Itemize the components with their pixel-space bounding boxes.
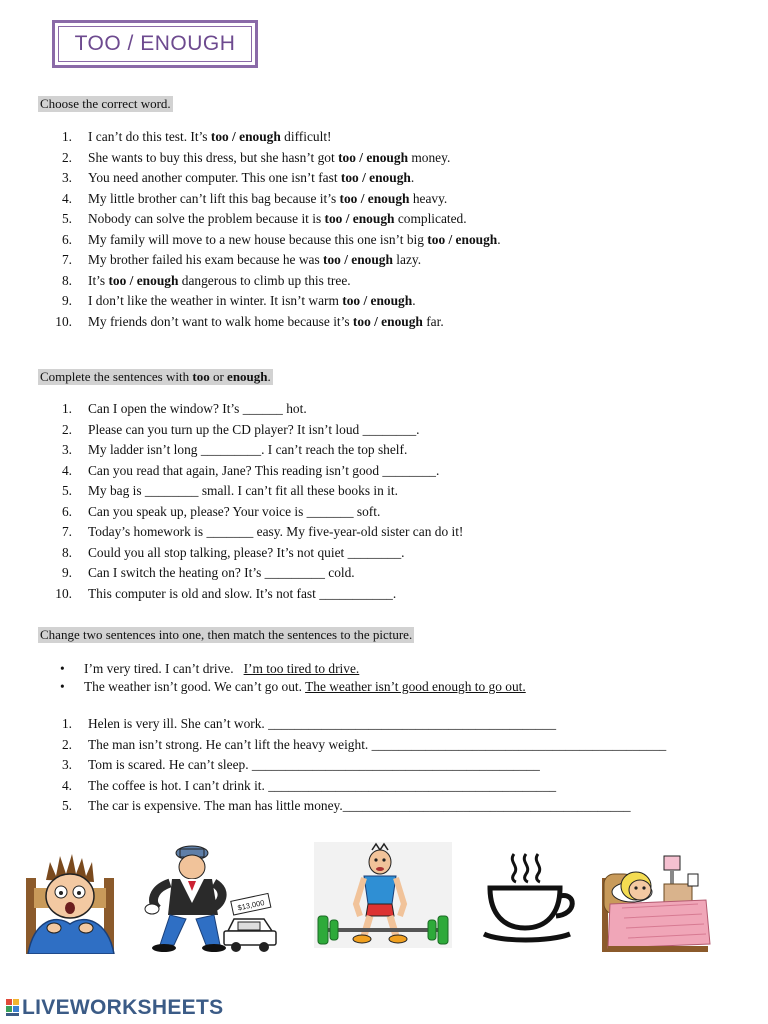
word-choice: too / enough [339, 190, 410, 206]
question-text-start: Nobody can solve the problem because it is [88, 211, 325, 226]
section2-heading-too: too [192, 369, 210, 384]
question-text-end: difficult! [280, 129, 332, 144]
question-text-end: far. [422, 313, 444, 329]
question-number: 6. [61, 503, 72, 519]
question-text-end: heavy. [409, 190, 448, 206]
question-text: Today’s homework is _______ easy. My five-year-old sister can do it! [88, 524, 464, 539]
question-text-start: My little brother can’t lift this bag because it’s [88, 190, 340, 206]
liveworksheets-logo [6, 996, 223, 1020]
example-prompt: I’m very tired. I can’t drive. [84, 661, 234, 676]
question-text: The coffee is hot. I can’t drink it. ___________________________________________ [88, 777, 557, 793]
word-choice: too / enough [210, 129, 281, 144]
question-text-start: My friends don’t want to walk home because it’s [88, 313, 353, 329]
question-number: 10. [55, 313, 72, 329]
example-prompt: The weather isn’t good. We can’t go out. [84, 679, 302, 694]
word-choice: too / enough [340, 170, 411, 185]
section1-heading: Choose the correct word. [40, 96, 171, 111]
section2-heading-part: or [209, 369, 228, 384]
question-number: 3. [61, 757, 72, 772]
question-text: The man isn’t strong. He can’t lift the heavy weight. ____________________________________________ [88, 736, 667, 752]
question-text [88, 189, 447, 209]
question-text: Can I switch the heating on? It’s _________ cold. [88, 565, 355, 580]
section2-heading-part: Complete the sentences with [40, 369, 193, 384]
section2-heading-part: . [267, 369, 271, 384]
sick-girl-in-bed-icon [602, 848, 712, 952]
question-number: 5. [61, 798, 72, 813]
question-number: 3. [61, 170, 72, 185]
question-text-start: It’s [88, 272, 109, 288]
question-text [88, 271, 351, 291]
question-text [88, 148, 450, 168]
question-number: 3. [61, 442, 72, 457]
man-with-empty-pockets-icon [140, 843, 280, 955]
word-choice: too / enough [427, 231, 498, 247]
question-number: 4. [61, 777, 72, 793]
question-text: Helen is very ill. She can’t work. ___________________________________________ [88, 716, 557, 731]
question-text-start: My brother failed his exam because he was [88, 252, 323, 267]
bullet-dot: • [60, 679, 65, 694]
example-answer: The weather isn’t good enough to go out. [305, 679, 526, 694]
bullet-dot: • [60, 661, 65, 676]
question-number: 2. [61, 736, 72, 752]
question-text-end: lazy. [392, 252, 422, 267]
question-text-start: I don’t like the weather in winter. It isn’t warm [88, 293, 343, 308]
scared-boy-in-bed-icon [24, 848, 116, 954]
question-number: 8. [61, 544, 72, 560]
question-number: 8. [61, 272, 72, 288]
coffee-cup-icon [480, 852, 580, 944]
question-text [88, 312, 444, 332]
question-text [88, 209, 467, 229]
weightlifter-icon [314, 842, 452, 948]
question-text-start: I can’t do this test. It’s [88, 129, 211, 144]
question-number: 1. [61, 401, 72, 416]
question-text: The car is expensive. The man has little money.___________________________________________ [88, 798, 631, 813]
question-text-end: complicated. [394, 211, 467, 226]
example-text [84, 660, 359, 678]
word-choice: too / enough [323, 252, 393, 267]
word-choice: too / enough [108, 272, 179, 288]
question-number: 5. [61, 483, 72, 498]
word-choice: too / enough [342, 293, 413, 308]
question-text: Please can you turn up the CD player? It isn’t loud ________. [88, 421, 420, 437]
word-choice: too / enough [352, 313, 423, 329]
question-text-start: My family will move to a new house because this one isn’t big [88, 231, 428, 247]
example-text [84, 678, 526, 696]
question-text: This computer is old and slow. It’s not fast ___________. [88, 585, 397, 601]
question-text-end: . [410, 170, 415, 185]
question-text: My ladder isn’t long _________. I can’t reach the top shelf. [88, 442, 408, 457]
question-text: Can I open the window? It’s ______ hot. [88, 401, 307, 416]
question-number: 7. [61, 252, 72, 267]
worksheet-title-box [52, 20, 258, 68]
worksheet-title: TOO / ENOUGH [74, 32, 236, 55]
question-text [88, 230, 501, 250]
question-text [88, 127, 332, 147]
question-number: 1. [61, 716, 72, 731]
word-choice: too / enough [324, 211, 395, 226]
question-text-start: You need another computer. This one isn’t fast [88, 170, 341, 185]
question-number: 6. [61, 231, 72, 247]
question-number: 10. [55, 585, 72, 601]
question-text: Could you all stop talking, please? It’s not quiet ________. [88, 544, 405, 560]
section2-heading-enough: enough [227, 369, 268, 384]
question-text: Can you read that again, Jane? This reading isn’t good ________. [88, 462, 440, 478]
question-number: 9. [61, 293, 72, 308]
section3-heading: Change two sentences into one, then match the sentences to the picture. [40, 627, 413, 642]
question-text-end: . [412, 293, 416, 308]
price-tag-text: $13,000 [236, 897, 266, 913]
word-choice: too / enough [338, 149, 409, 165]
liveworksheets-brand: LIVEWORKSHEETS [22, 996, 224, 1019]
section2-heading [38, 369, 273, 385]
question-number: 2. [61, 149, 72, 165]
liveworksheets-logo-icon [6, 999, 20, 1017]
question-number: 4. [61, 462, 72, 478]
question-number: 4. [61, 190, 72, 206]
example-answer: I’m too tired to drive. [243, 661, 360, 676]
question-text [88, 168, 414, 188]
question-text-end: money. [408, 149, 451, 165]
question-text-end: . [497, 231, 501, 247]
question-number: 5. [61, 211, 72, 226]
question-text: Can you speak up, please? Your voice is _______ soft. [88, 503, 381, 519]
question-number: 2. [61, 421, 72, 437]
question-text: Tom is scared. He can’t sleep. ___________________________________________ [88, 757, 540, 772]
question-number: 1. [61, 129, 72, 144]
question-text [88, 250, 421, 270]
question-text-start: She wants to buy this dress, but she hasn’t got [88, 149, 339, 165]
question-number: 9. [61, 565, 72, 580]
question-text: My bag is ________ small. I can’t fit all these books in it. [88, 483, 398, 498]
question-number: 7. [61, 524, 72, 539]
question-text [88, 291, 416, 311]
question-text-end: dangerous to climb up this tree. [178, 272, 351, 288]
